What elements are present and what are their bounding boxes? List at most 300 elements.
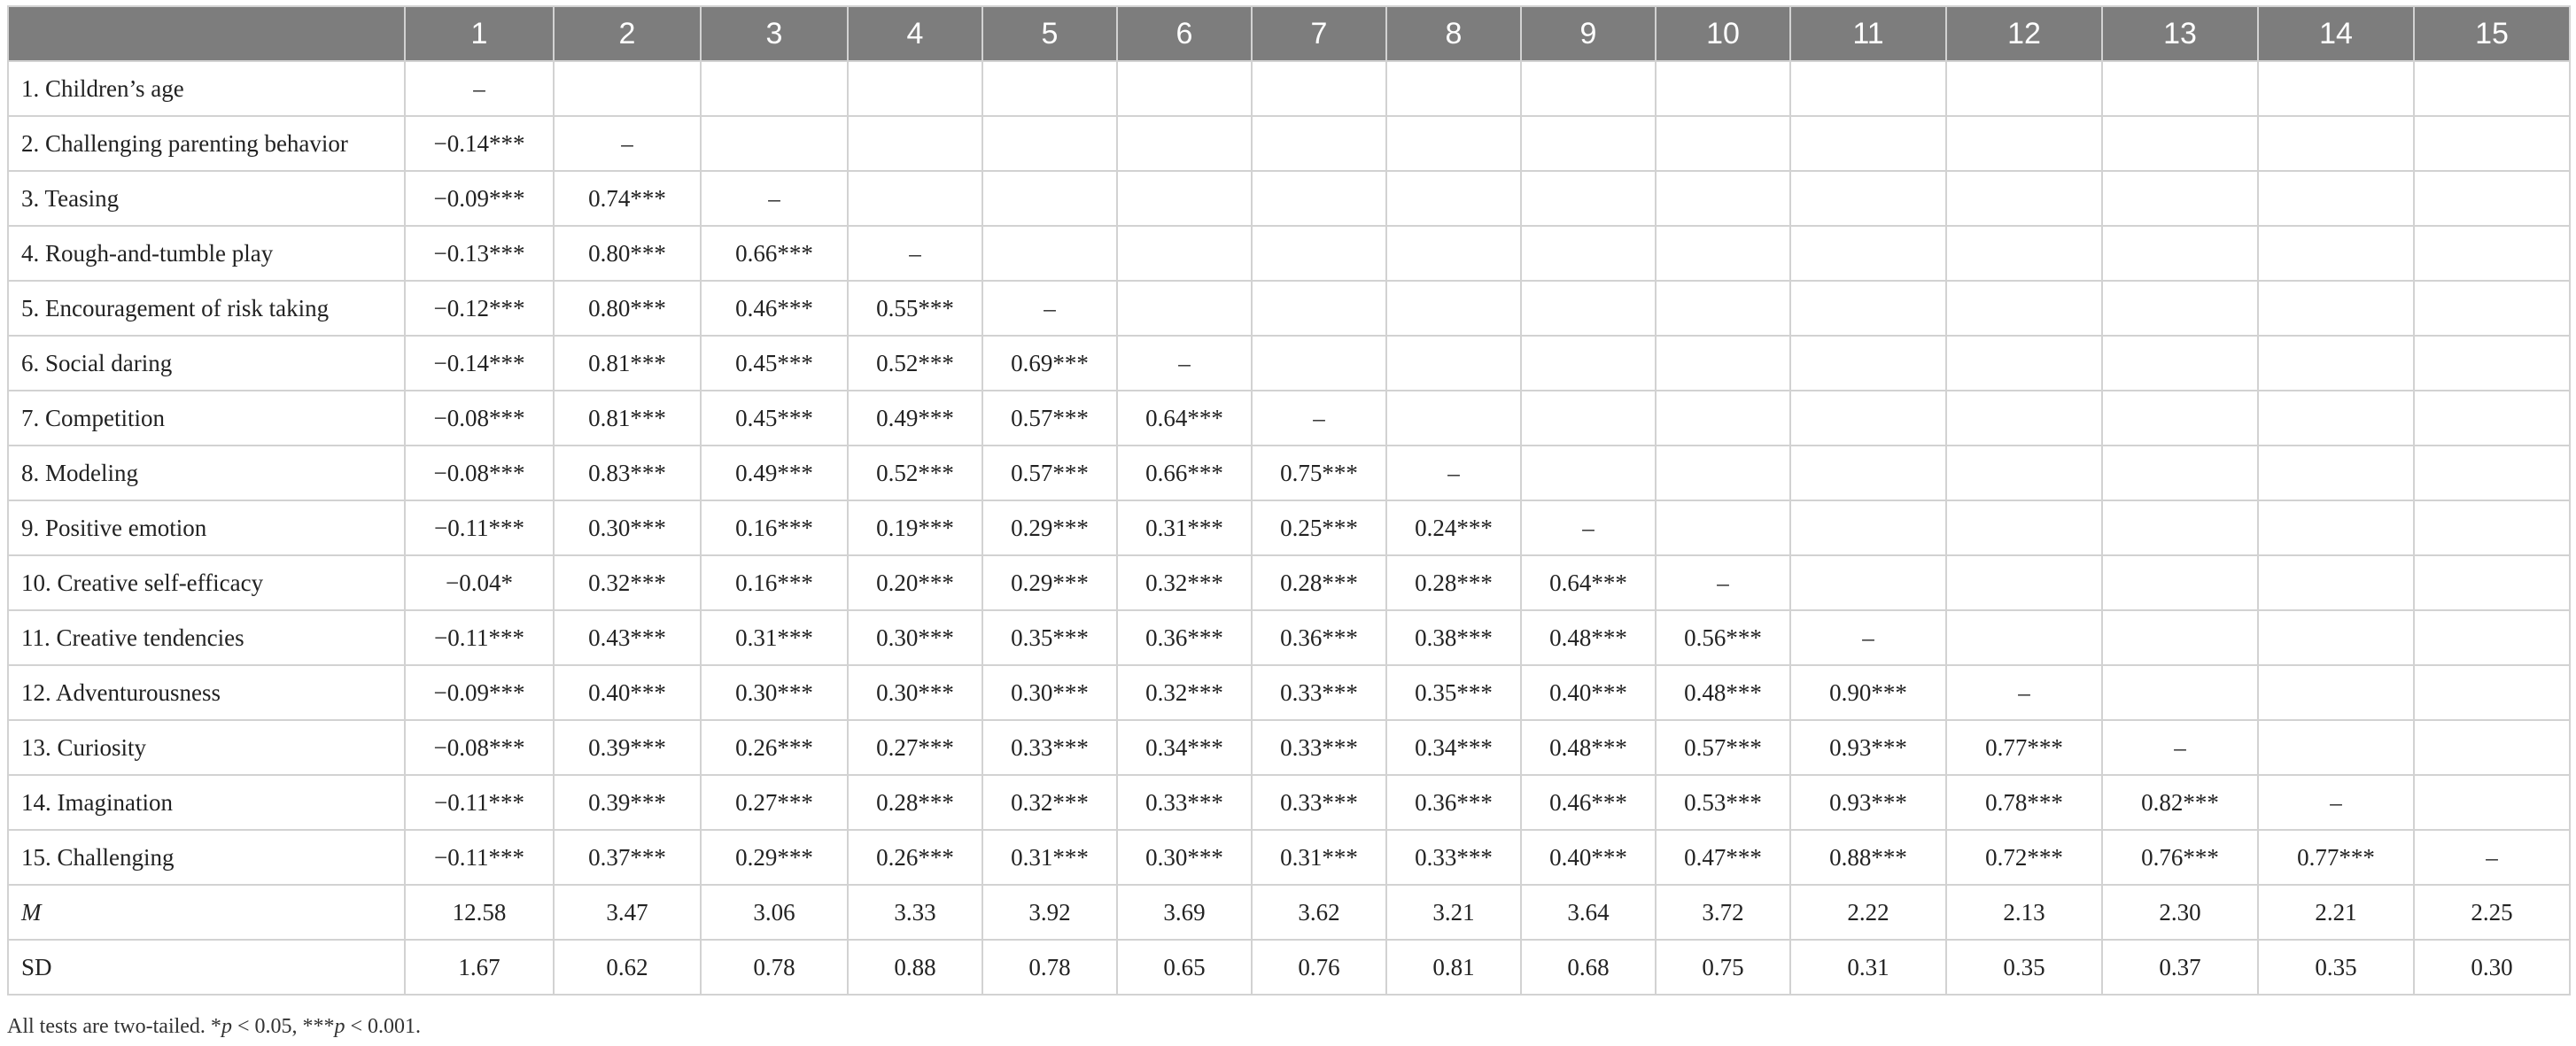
table-cell: 0.43*** bbox=[554, 610, 701, 665]
table-row bbox=[8, 940, 2570, 995]
table-cell: 2.22 bbox=[1790, 885, 1946, 940]
table-cell bbox=[1521, 226, 1656, 281]
table-cell: 0.33*** bbox=[1252, 775, 1386, 830]
table-cell bbox=[1521, 446, 1656, 500]
header-cell-7: 7 bbox=[1252, 6, 1386, 61]
table-cell: 12.58 bbox=[405, 885, 554, 940]
table-cell: 0.93*** bbox=[1790, 720, 1946, 775]
table-cell: 0.49*** bbox=[848, 391, 982, 446]
table-cell: −0.12*** bbox=[405, 281, 554, 336]
table-cell bbox=[2258, 720, 2414, 775]
row-label: 9. Positive emotion bbox=[8, 500, 405, 555]
table-cell bbox=[1386, 336, 1521, 391]
table-cell bbox=[2102, 500, 2258, 555]
table-cell bbox=[1656, 500, 1790, 555]
table-cell bbox=[1790, 226, 1946, 281]
table-cell: −0.08*** bbox=[405, 391, 554, 446]
table-cell: 0.45*** bbox=[701, 336, 848, 391]
table-cell: 0.36*** bbox=[1117, 610, 1252, 665]
table-cell bbox=[1946, 555, 2102, 610]
table-cell: 0.30*** bbox=[982, 665, 1117, 720]
table-cell bbox=[2258, 61, 2414, 116]
table-cell: 0.27*** bbox=[701, 775, 848, 830]
table-cell: – bbox=[1946, 665, 2102, 720]
table-cell bbox=[1521, 61, 1656, 116]
row-label: 7. Competition bbox=[8, 391, 405, 446]
table-cell: 0.72*** bbox=[1946, 830, 2102, 885]
table-cell bbox=[2414, 61, 2570, 116]
table-cell bbox=[1790, 336, 1946, 391]
table-cell: 0.48*** bbox=[1521, 610, 1656, 665]
correlation-table bbox=[7, 5, 2571, 996]
table-cell: 0.75 bbox=[1656, 940, 1790, 995]
table-cell: 0.34*** bbox=[1117, 720, 1252, 775]
table-cell bbox=[1656, 446, 1790, 500]
table-cell bbox=[2414, 610, 2570, 665]
table-cell: 0.49*** bbox=[701, 446, 848, 500]
table-cell: 3.47 bbox=[554, 885, 701, 940]
table-cell: – bbox=[1386, 446, 1521, 500]
footnote-text: < 0.05, *** bbox=[231, 1015, 335, 1038]
table-cell bbox=[1117, 171, 1252, 226]
table-cell: 0.30 bbox=[2414, 940, 2570, 995]
table-cell: 0.88*** bbox=[1790, 830, 1946, 885]
table-cell bbox=[982, 116, 1117, 171]
table-cell bbox=[2102, 336, 2258, 391]
table-cell bbox=[1252, 116, 1386, 171]
header-row bbox=[8, 6, 2570, 61]
table-cell: 0.19*** bbox=[848, 500, 982, 555]
table-cell: −0.08*** bbox=[405, 720, 554, 775]
table-cell: 0.33*** bbox=[982, 720, 1117, 775]
header-cell-4: 4 bbox=[848, 6, 982, 61]
table-cell: 0.55*** bbox=[848, 281, 982, 336]
table-cell: −0.14*** bbox=[405, 336, 554, 391]
row-label: SD bbox=[8, 940, 405, 995]
table-cell: 0.40*** bbox=[1521, 665, 1656, 720]
table-cell: 0.35*** bbox=[982, 610, 1117, 665]
table-cell bbox=[1252, 61, 1386, 116]
table-cell: −0.11*** bbox=[405, 610, 554, 665]
table-row bbox=[8, 171, 2570, 226]
table-cell: 0.82*** bbox=[2102, 775, 2258, 830]
table-row bbox=[8, 720, 2570, 775]
table-cell bbox=[1521, 116, 1656, 171]
row-label: 6. Social daring bbox=[8, 336, 405, 391]
footnote-text: < 0.001. bbox=[345, 1015, 422, 1038]
table-cell bbox=[982, 226, 1117, 281]
table-cell: – bbox=[2102, 720, 2258, 775]
table-cell bbox=[1521, 171, 1656, 226]
table-cell: 0.78*** bbox=[1946, 775, 2102, 830]
table-cell bbox=[2258, 665, 2414, 720]
header-cell-14: 14 bbox=[2258, 6, 2414, 61]
header-cell-8: 8 bbox=[1386, 6, 1521, 61]
table-cell bbox=[1946, 116, 2102, 171]
row-label: 10. Creative self-efficacy bbox=[8, 555, 405, 610]
table-row bbox=[8, 555, 2570, 610]
table-cell: – bbox=[848, 226, 982, 281]
table-cell bbox=[554, 61, 701, 116]
header-cell-15: 15 bbox=[2414, 6, 2570, 61]
row-label: 4. Rough-and-tumble play bbox=[8, 226, 405, 281]
table-cell: 0.39*** bbox=[554, 720, 701, 775]
table-cell: 3.21 bbox=[1386, 885, 1521, 940]
table-cell: 3.72 bbox=[1656, 885, 1790, 940]
header-cell-12: 12 bbox=[1946, 6, 2102, 61]
table-cell: 0.32*** bbox=[1117, 665, 1252, 720]
table-cell bbox=[1656, 171, 1790, 226]
table-cell: 0.57*** bbox=[1656, 720, 1790, 775]
table-cell: 0.57*** bbox=[982, 391, 1117, 446]
table-cell bbox=[2258, 116, 2414, 171]
table-cell bbox=[1946, 446, 2102, 500]
table-cell: 0.83*** bbox=[554, 446, 701, 500]
table-cell: 0.31*** bbox=[1252, 830, 1386, 885]
header-cell-10: 10 bbox=[1656, 6, 1790, 61]
header-cell-6: 6 bbox=[1117, 6, 1252, 61]
table-cell: 0.76*** bbox=[2102, 830, 2258, 885]
table-cell bbox=[1946, 226, 2102, 281]
table-cell: −0.11*** bbox=[405, 830, 554, 885]
table-cell: −0.09*** bbox=[405, 665, 554, 720]
table-cell: 0.64*** bbox=[1521, 555, 1656, 610]
table-cell: 0.40*** bbox=[1521, 830, 1656, 885]
table-cell: −0.09*** bbox=[405, 171, 554, 226]
table-cell bbox=[2102, 116, 2258, 171]
table-cell bbox=[1790, 61, 1946, 116]
table-cell: 0.36*** bbox=[1386, 775, 1521, 830]
table-cell: 0.81 bbox=[1386, 940, 1521, 995]
table-cell bbox=[1790, 281, 1946, 336]
table-row bbox=[8, 391, 2570, 446]
table-cell bbox=[1946, 500, 2102, 555]
table-cell: 3.92 bbox=[982, 885, 1117, 940]
table-cell bbox=[1946, 171, 2102, 226]
table-cell: 3.64 bbox=[1521, 885, 1656, 940]
table-cell bbox=[701, 61, 848, 116]
table-cell: 0.33*** bbox=[1386, 830, 1521, 885]
table-cell: 0.77*** bbox=[2258, 830, 2414, 885]
row-label: 12. Adventurousness bbox=[8, 665, 405, 720]
table-cell: −0.11*** bbox=[405, 500, 554, 555]
table-cell: 0.80*** bbox=[554, 281, 701, 336]
table-cell bbox=[1521, 336, 1656, 391]
table-cell: 3.69 bbox=[1117, 885, 1252, 940]
table-cell: – bbox=[1790, 610, 1946, 665]
table-cell bbox=[1790, 171, 1946, 226]
header-cell-5: 5 bbox=[982, 6, 1117, 61]
table-cell: 0.53*** bbox=[1656, 775, 1790, 830]
table-cell: 0.24*** bbox=[1386, 500, 1521, 555]
table-cell bbox=[1521, 281, 1656, 336]
table-cell bbox=[2414, 116, 2570, 171]
table-cell bbox=[982, 61, 1117, 116]
header-cell-1: 1 bbox=[405, 6, 554, 61]
table-cell: 0.32*** bbox=[554, 555, 701, 610]
table-cell bbox=[1656, 226, 1790, 281]
row-label: 14. Imagination bbox=[8, 775, 405, 830]
table-cell: – bbox=[1117, 336, 1252, 391]
table-cell: 2.21 bbox=[2258, 885, 2414, 940]
table-cell bbox=[1386, 391, 1521, 446]
table-cell: – bbox=[554, 116, 701, 171]
table-row bbox=[8, 775, 2570, 830]
table-cell: 0.35*** bbox=[1386, 665, 1521, 720]
table-cell bbox=[982, 171, 1117, 226]
table-row bbox=[8, 116, 2570, 171]
table-cell: – bbox=[405, 61, 554, 116]
table-cell: 0.33*** bbox=[1252, 720, 1386, 775]
table-cell: 1.67 bbox=[405, 940, 554, 995]
table-cell: 0.56*** bbox=[1656, 610, 1790, 665]
table-cell: – bbox=[701, 171, 848, 226]
table-cell: 0.36*** bbox=[1252, 610, 1386, 665]
table-cell: 0.28*** bbox=[1386, 555, 1521, 610]
table-cell: 0.30*** bbox=[848, 610, 982, 665]
table-cell bbox=[2102, 281, 2258, 336]
header-cell-11: 11 bbox=[1790, 6, 1946, 61]
header-cell-2: 2 bbox=[554, 6, 701, 61]
table-cell bbox=[2258, 610, 2414, 665]
table-cell bbox=[1656, 61, 1790, 116]
table-cell: −0.11*** bbox=[405, 775, 554, 830]
row-label: M bbox=[8, 885, 405, 940]
table-cell: 0.90*** bbox=[1790, 665, 1946, 720]
table-cell bbox=[1946, 61, 2102, 116]
table-cell: 0.30*** bbox=[701, 665, 848, 720]
table-cell: 0.88 bbox=[848, 940, 982, 995]
table-cell: 0.28*** bbox=[1252, 555, 1386, 610]
row-label: 5. Encouragement of risk taking bbox=[8, 281, 405, 336]
row-label: 13. Curiosity bbox=[8, 720, 405, 775]
table-cell: 0.29*** bbox=[982, 500, 1117, 555]
table-row bbox=[8, 281, 2570, 336]
table-cell bbox=[2414, 555, 2570, 610]
table-cell bbox=[701, 116, 848, 171]
table-cell bbox=[2258, 281, 2414, 336]
table-cell: 0.40*** bbox=[554, 665, 701, 720]
table-cell bbox=[1117, 226, 1252, 281]
table-cell: 0.35 bbox=[1946, 940, 2102, 995]
table-cell: 0.57*** bbox=[982, 446, 1117, 500]
table-cell bbox=[2258, 555, 2414, 610]
table-cell: −0.04* bbox=[405, 555, 554, 610]
table-cell: 0.20*** bbox=[848, 555, 982, 610]
footnote-text: All tests are two-tailed. * bbox=[7, 1015, 221, 1038]
table-cell: 0.33*** bbox=[1252, 665, 1386, 720]
row-label: 3. Teasing bbox=[8, 171, 405, 226]
table-cell: – bbox=[1656, 555, 1790, 610]
table-cell bbox=[1656, 391, 1790, 446]
table-cell bbox=[1656, 336, 1790, 391]
table-cell: −0.13*** bbox=[405, 226, 554, 281]
table-cell: 0.31*** bbox=[1117, 500, 1252, 555]
table-cell: 0.26*** bbox=[701, 720, 848, 775]
table-cell: −0.14*** bbox=[405, 116, 554, 171]
table-header bbox=[8, 6, 2570, 61]
table-cell: 0.80*** bbox=[554, 226, 701, 281]
table-cell: – bbox=[2414, 830, 2570, 885]
table-cell: – bbox=[1521, 500, 1656, 555]
table-cell: 0.81*** bbox=[554, 391, 701, 446]
table-cell bbox=[2414, 500, 2570, 555]
table-cell: 0.30*** bbox=[1117, 830, 1252, 885]
table-cell: 0.52*** bbox=[848, 446, 982, 500]
table-cell: 3.06 bbox=[701, 885, 848, 940]
table-cell: 0.66*** bbox=[701, 226, 848, 281]
table-cell: 0.77*** bbox=[1946, 720, 2102, 775]
table-cell: 0.26*** bbox=[848, 830, 982, 885]
table-cell: 0.81*** bbox=[554, 336, 701, 391]
table-cell bbox=[2258, 391, 2414, 446]
table-cell: 0.38*** bbox=[1386, 610, 1521, 665]
table-cell bbox=[2102, 610, 2258, 665]
table-cell: 0.25*** bbox=[1252, 500, 1386, 555]
table-cell bbox=[2414, 665, 2570, 720]
table-cell bbox=[2414, 446, 2570, 500]
table-cell bbox=[1790, 391, 1946, 446]
table-cell bbox=[2414, 226, 2570, 281]
table-cell bbox=[1946, 336, 2102, 391]
table-cell bbox=[2258, 500, 2414, 555]
table-cell bbox=[1946, 391, 2102, 446]
table-cell bbox=[2102, 555, 2258, 610]
table-cell: 0.32*** bbox=[982, 775, 1117, 830]
table-cell: 0.69*** bbox=[982, 336, 1117, 391]
table-cell bbox=[1386, 281, 1521, 336]
table-cell: 0.52*** bbox=[848, 336, 982, 391]
table-cell: 0.28*** bbox=[848, 775, 982, 830]
row-label: 8. Modeling bbox=[8, 446, 405, 500]
footnote-p-symbol: p bbox=[221, 1015, 232, 1038]
header-cell-13: 13 bbox=[2102, 6, 2258, 61]
table-cell: 0.31 bbox=[1790, 940, 1946, 995]
table-cell: 0.74*** bbox=[554, 171, 701, 226]
table-cell bbox=[2414, 171, 2570, 226]
table-cell bbox=[1117, 281, 1252, 336]
table-cell: 0.39*** bbox=[554, 775, 701, 830]
table-cell bbox=[1252, 281, 1386, 336]
table-cell: 0.37 bbox=[2102, 940, 2258, 995]
table-cell bbox=[1656, 281, 1790, 336]
table-cell: 2.30 bbox=[2102, 885, 2258, 940]
table-cell bbox=[1790, 555, 1946, 610]
table-cell: 0.65 bbox=[1117, 940, 1252, 995]
table-cell: 0.34*** bbox=[1386, 720, 1521, 775]
table-cell: 0.31*** bbox=[982, 830, 1117, 885]
table-cell: −0.08*** bbox=[405, 446, 554, 500]
table-cell: 0.68 bbox=[1521, 940, 1656, 995]
table-row bbox=[8, 336, 2570, 391]
table-cell bbox=[1790, 116, 1946, 171]
table-cell: 3.62 bbox=[1252, 885, 1386, 940]
table-body bbox=[8, 61, 2570, 995]
table-cell: 0.47*** bbox=[1656, 830, 1790, 885]
table-row bbox=[8, 61, 2570, 116]
table-cell: – bbox=[2258, 775, 2414, 830]
table-cell bbox=[1386, 171, 1521, 226]
table-cell bbox=[1117, 116, 1252, 171]
table-row bbox=[8, 500, 2570, 555]
table-cell: 0.30*** bbox=[848, 665, 982, 720]
table-cell: 0.33*** bbox=[1117, 775, 1252, 830]
table-cell bbox=[2414, 720, 2570, 775]
table-footnote bbox=[7, 1015, 421, 1039]
table-cell bbox=[1790, 500, 1946, 555]
header-cell-9: 9 bbox=[1521, 6, 1656, 61]
table-cell bbox=[1386, 116, 1521, 171]
table-cell: 0.16*** bbox=[701, 500, 848, 555]
table-cell bbox=[2258, 226, 2414, 281]
table-cell: 0.62 bbox=[554, 940, 701, 995]
table-cell bbox=[2258, 336, 2414, 391]
table-cell bbox=[2414, 281, 2570, 336]
table-cell: 3.33 bbox=[848, 885, 982, 940]
table-cell bbox=[1656, 116, 1790, 171]
table-cell bbox=[848, 61, 982, 116]
table-cell: 0.29*** bbox=[701, 830, 848, 885]
table-cell: – bbox=[982, 281, 1117, 336]
table-cell bbox=[1252, 226, 1386, 281]
table-cell: 0.30*** bbox=[554, 500, 701, 555]
row-label: 11. Creative tendencies bbox=[8, 610, 405, 665]
table-cell: 0.78 bbox=[982, 940, 1117, 995]
table-cell bbox=[2258, 446, 2414, 500]
table-cell bbox=[2414, 391, 2570, 446]
header-cell-variable bbox=[8, 6, 405, 61]
table-cell bbox=[1521, 391, 1656, 446]
table-cell: 0.64*** bbox=[1117, 391, 1252, 446]
table-cell: 0.48*** bbox=[1521, 720, 1656, 775]
table-cell: 0.48*** bbox=[1656, 665, 1790, 720]
table-cell bbox=[2414, 336, 2570, 391]
table-cell: 0.35 bbox=[2258, 940, 2414, 995]
table-row bbox=[8, 830, 2570, 885]
table-cell: 0.46*** bbox=[1521, 775, 1656, 830]
row-label: 15. Challenging bbox=[8, 830, 405, 885]
table-row bbox=[8, 665, 2570, 720]
table-cell: 2.25 bbox=[2414, 885, 2570, 940]
table-row bbox=[8, 885, 2570, 940]
table-cell: 0.29*** bbox=[982, 555, 1117, 610]
table-cell bbox=[2414, 775, 2570, 830]
table-cell bbox=[848, 116, 982, 171]
table-cell bbox=[2102, 226, 2258, 281]
table-cell bbox=[848, 171, 982, 226]
header-cell-3: 3 bbox=[701, 6, 848, 61]
footnote-p-symbol: p bbox=[334, 1015, 345, 1038]
table-cell bbox=[2102, 171, 2258, 226]
table-cell: 0.66*** bbox=[1117, 446, 1252, 500]
table-cell: 0.46*** bbox=[701, 281, 848, 336]
table-cell bbox=[2102, 391, 2258, 446]
table-cell bbox=[1790, 446, 1946, 500]
table-cell bbox=[1946, 281, 2102, 336]
table-cell: 0.45*** bbox=[701, 391, 848, 446]
table-cell: 0.31*** bbox=[701, 610, 848, 665]
table-cell: 0.75*** bbox=[1252, 446, 1386, 500]
table-cell: 0.76 bbox=[1252, 940, 1386, 995]
table-cell bbox=[1252, 336, 1386, 391]
table-cell bbox=[1117, 61, 1252, 116]
table-cell: 0.27*** bbox=[848, 720, 982, 775]
table-cell: 2.13 bbox=[1946, 885, 2102, 940]
table-cell: 0.16*** bbox=[701, 555, 848, 610]
table-cell: – bbox=[1252, 391, 1386, 446]
row-label: 2. Challenging parenting behavior bbox=[8, 116, 405, 171]
table-cell bbox=[1386, 226, 1521, 281]
